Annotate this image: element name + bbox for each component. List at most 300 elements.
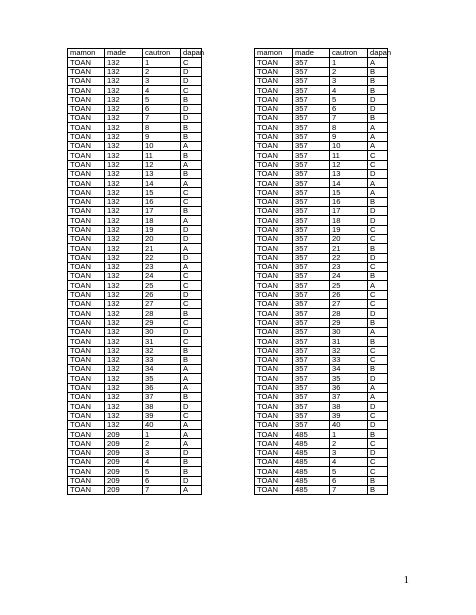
cautron-cell: 16: [143, 197, 181, 206]
dapan-cell: C: [181, 300, 202, 309]
table-row: [255, 476, 388, 485]
made-cell: 209: [105, 476, 143, 485]
mamon-cell: TOAN: [255, 290, 293, 299]
cautron-cell: 5: [330, 95, 368, 104]
table-row: [68, 76, 202, 85]
cautron-cell: 3: [330, 76, 368, 85]
made-cell: 485: [293, 476, 330, 485]
dapan-cell: C: [368, 458, 388, 467]
cautron-cell: 17: [143, 207, 181, 216]
cautron-cell: 33: [330, 355, 368, 364]
made-cell: 132: [105, 114, 143, 123]
made-cell: 132: [105, 337, 143, 346]
made-cell: 132: [105, 411, 143, 420]
table-row: [68, 179, 202, 188]
made-cell: 132: [105, 225, 143, 234]
cautron-cell: 6: [330, 104, 368, 113]
mamon-cell: TOAN: [68, 420, 105, 429]
dapan-cell: B: [181, 207, 202, 216]
answer-table-left: [67, 48, 205, 495]
dapan-cell: D: [181, 290, 202, 299]
mamon-cell: TOAN: [68, 197, 105, 206]
cautron-cell: 25: [143, 281, 181, 290]
header-cell-made: made: [105, 49, 143, 58]
made-cell: 357: [293, 132, 330, 141]
mamon-cell: TOAN: [255, 151, 293, 160]
table-row: [255, 485, 388, 494]
table-row: [255, 141, 388, 150]
mamon-cell: TOAN: [255, 244, 293, 253]
cautron-cell: 27: [330, 300, 368, 309]
dapan-cell: D: [181, 476, 202, 485]
cautron-cell: 4: [143, 86, 181, 95]
made-cell: 357: [293, 309, 330, 318]
table-row: [68, 309, 202, 318]
table-row: [68, 476, 202, 485]
cautron-cell: 34: [143, 365, 181, 374]
dapan-cell: C: [368, 262, 388, 271]
table-row: [68, 86, 202, 95]
table-row: [255, 337, 388, 346]
made-cell: 209: [105, 467, 143, 476]
cautron-cell: 38: [143, 402, 181, 411]
table-row: [68, 141, 202, 150]
cautron-cell: 6: [143, 476, 181, 485]
dapan-cell: D: [181, 76, 202, 85]
table-row: [68, 374, 202, 383]
made-cell: 357: [293, 327, 330, 336]
mamon-cell: TOAN: [68, 244, 105, 253]
mamon-cell: TOAN: [255, 207, 293, 216]
mamon-cell: TOAN: [68, 439, 105, 448]
mamon-cell: TOAN: [255, 467, 293, 476]
made-cell: 357: [293, 411, 330, 420]
cautron-cell: 32: [330, 346, 368, 355]
cautron-cell: 29: [143, 318, 181, 327]
mamon-cell: TOAN: [255, 86, 293, 95]
mamon-cell: TOAN: [255, 309, 293, 318]
cautron-cell: 28: [143, 309, 181, 318]
cautron-cell: 6: [330, 476, 368, 485]
mamon-cell: TOAN: [255, 318, 293, 327]
mamon-cell: TOAN: [68, 272, 105, 281]
made-cell: 357: [293, 337, 330, 346]
made-cell: 132: [105, 151, 143, 160]
mamon-cell: TOAN: [255, 67, 293, 76]
mamon-cell: TOAN: [255, 300, 293, 309]
dapan-cell: B: [181, 458, 202, 467]
table-row: [255, 225, 388, 234]
table-row: [68, 225, 202, 234]
mamon-cell: TOAN: [255, 281, 293, 290]
dapan-cell: A: [368, 123, 388, 132]
mamon-cell: TOAN: [255, 272, 293, 281]
table-row: [255, 160, 388, 169]
dapan-cell: C: [181, 337, 202, 346]
dapan-cell: D: [181, 104, 202, 113]
table-row: [68, 402, 202, 411]
cautron-cell: 15: [143, 188, 181, 197]
cautron-cell: 36: [143, 383, 181, 392]
table-row: [255, 197, 388, 206]
made-cell: 132: [105, 309, 143, 318]
mamon-cell: TOAN: [255, 123, 293, 132]
dapan-cell: B: [181, 95, 202, 104]
table-row: [68, 430, 202, 439]
dapan-cell: D: [181, 114, 202, 123]
table-row: [68, 281, 202, 290]
mamon-cell: TOAN: [255, 337, 293, 346]
cautron-cell: 34: [330, 365, 368, 374]
made-cell: 132: [105, 281, 143, 290]
made-cell: 357: [293, 318, 330, 327]
cautron-cell: 9: [330, 132, 368, 141]
dapan-cell: D: [368, 253, 388, 262]
mamon-cell: TOAN: [255, 402, 293, 411]
dapan-cell: D: [181, 225, 202, 234]
mamon-cell: TOAN: [68, 448, 105, 457]
dapan-cell: C: [181, 318, 202, 327]
table-row: [68, 253, 202, 262]
table-row: [68, 216, 202, 225]
mamon-cell: TOAN: [255, 365, 293, 374]
made-cell: 357: [293, 383, 330, 392]
cautron-cell: 28: [330, 309, 368, 318]
cautron-cell: 2: [330, 439, 368, 448]
dapan-cell: A: [368, 58, 388, 67]
table-row: [68, 169, 202, 178]
made-cell: 357: [293, 104, 330, 113]
made-cell: 209: [105, 485, 143, 494]
header-row: [255, 49, 388, 58]
dapan-cell: B: [181, 309, 202, 318]
header-cell-mamon: mamon: [68, 49, 105, 58]
made-cell: 357: [293, 244, 330, 253]
table-row: [68, 485, 202, 494]
cautron-cell: 2: [330, 67, 368, 76]
mamon-cell: TOAN: [68, 383, 105, 392]
cautron-cell: 5: [143, 95, 181, 104]
made-cell: 357: [293, 262, 330, 271]
mamon-cell: TOAN: [255, 95, 293, 104]
mamon-cell: TOAN: [255, 374, 293, 383]
dapan-cell: B: [368, 272, 388, 281]
made-cell: 357: [293, 188, 330, 197]
mamon-cell: TOAN: [68, 300, 105, 309]
mamon-cell: TOAN: [68, 95, 105, 104]
dapan-cell: B: [368, 485, 388, 494]
dapan-cell: D: [368, 402, 388, 411]
mamon-cell: TOAN: [255, 346, 293, 355]
table-row: [255, 216, 388, 225]
made-cell: 132: [105, 272, 143, 281]
made-cell: 132: [105, 374, 143, 383]
dapan-cell: B: [368, 244, 388, 253]
mamon-cell: TOAN: [68, 160, 105, 169]
table-row: [68, 160, 202, 169]
table-row: [255, 179, 388, 188]
dapan-cell: C: [368, 300, 388, 309]
made-cell: 132: [105, 86, 143, 95]
table-row: [255, 420, 388, 429]
cautron-cell: 10: [143, 141, 181, 150]
made-cell: 132: [105, 141, 143, 150]
cautron-cell: 36: [330, 383, 368, 392]
mamon-cell: TOAN: [68, 132, 105, 141]
header-cell-mamon: mamon: [255, 49, 293, 58]
mamon-cell: TOAN: [255, 430, 293, 439]
mamon-cell: TOAN: [255, 197, 293, 206]
cautron-cell: 2: [143, 439, 181, 448]
dapan-cell: A: [368, 392, 388, 401]
made-cell: 357: [293, 197, 330, 206]
dapan-cell: C: [181, 188, 202, 197]
cautron-cell: 12: [330, 160, 368, 169]
dapan-cell: A: [181, 160, 202, 169]
cautron-cell: 31: [330, 337, 368, 346]
made-cell: 357: [293, 234, 330, 243]
dapan-cell: A: [368, 179, 388, 188]
cautron-cell: 1: [330, 58, 368, 67]
table-row: [68, 188, 202, 197]
table-row: [255, 430, 388, 439]
dapan-cell: B: [181, 392, 202, 401]
table-row: [68, 365, 202, 374]
mamon-cell: TOAN: [255, 392, 293, 401]
cautron-cell: 10: [330, 141, 368, 150]
made-cell: 209: [105, 439, 143, 448]
mamon-cell: TOAN: [255, 262, 293, 271]
table-row: [68, 420, 202, 429]
made-cell: 485: [293, 458, 330, 467]
dapan-cell: A: [181, 262, 202, 271]
cautron-cell: 21: [330, 244, 368, 253]
dapan-cell: A: [368, 383, 388, 392]
made-cell: 132: [105, 207, 143, 216]
made-cell: 357: [293, 67, 330, 76]
mamon-cell: TOAN: [68, 86, 105, 95]
mamon-cell: TOAN: [68, 290, 105, 299]
table-row: [255, 309, 388, 318]
cautron-cell: 6: [143, 104, 181, 113]
made-cell: 209: [105, 458, 143, 467]
mamon-cell: TOAN: [68, 485, 105, 494]
cautron-cell: 11: [143, 151, 181, 160]
dapan-cell: B: [368, 365, 388, 374]
dapan-cell: D: [181, 234, 202, 243]
mamon-cell: TOAN: [255, 169, 293, 178]
made-cell: 132: [105, 216, 143, 225]
table-row: [68, 272, 202, 281]
made-cell: 132: [105, 300, 143, 309]
made-cell: 132: [105, 95, 143, 104]
page-number: 1: [403, 574, 409, 586]
mamon-cell: TOAN: [255, 132, 293, 141]
dapan-cell: D: [368, 420, 388, 429]
made-cell: 357: [293, 272, 330, 281]
cautron-cell: 27: [143, 300, 181, 309]
table-row: [255, 448, 388, 457]
mamon-cell: TOAN: [68, 327, 105, 336]
table-row: [255, 169, 388, 178]
header-cell-cautron: cautron: [330, 49, 368, 58]
made-cell: 132: [105, 169, 143, 178]
dapan-cell: D: [181, 327, 202, 336]
dapan-cell: C: [368, 355, 388, 364]
mamon-cell: TOAN: [255, 234, 293, 243]
made-cell: 132: [105, 123, 143, 132]
answer-table-right: [254, 48, 392, 495]
dapan-cell: C: [181, 281, 202, 290]
made-cell: 357: [293, 179, 330, 188]
cautron-cell: 7: [330, 485, 368, 494]
made-cell: 132: [105, 67, 143, 76]
dapan-cell: A: [181, 141, 202, 150]
made-cell: 132: [105, 420, 143, 429]
made-cell: 132: [105, 244, 143, 253]
made-cell: 132: [105, 160, 143, 169]
made-cell: 357: [293, 253, 330, 262]
mamon-cell: TOAN: [68, 458, 105, 467]
mamon-cell: TOAN: [255, 188, 293, 197]
mamon-cell: TOAN: [68, 169, 105, 178]
dapan-cell: A: [368, 132, 388, 141]
made-cell: 209: [105, 448, 143, 457]
made-cell: 132: [105, 76, 143, 85]
cautron-cell: 25: [330, 281, 368, 290]
dapan-cell: B: [368, 318, 388, 327]
cautron-cell: 14: [143, 179, 181, 188]
mamon-cell: TOAN: [68, 179, 105, 188]
cautron-cell: 1: [143, 430, 181, 439]
cautron-cell: 12: [143, 160, 181, 169]
cautron-cell: 37: [143, 392, 181, 401]
mamon-cell: TOAN: [68, 365, 105, 374]
dapan-cell: D: [181, 448, 202, 457]
mamon-cell: TOAN: [255, 216, 293, 225]
table-row: [255, 402, 388, 411]
table-row: [255, 132, 388, 141]
made-cell: 357: [293, 207, 330, 216]
mamon-cell: TOAN: [255, 327, 293, 336]
mamon-cell: TOAN: [68, 216, 105, 225]
dapan-cell: B: [368, 430, 388, 439]
mamon-cell: TOAN: [68, 281, 105, 290]
mamon-cell: TOAN: [68, 411, 105, 420]
table-row: [255, 95, 388, 104]
cautron-cell: 18: [143, 216, 181, 225]
mamon-cell: TOAN: [68, 123, 105, 132]
table-row: [255, 188, 388, 197]
made-cell: 485: [293, 439, 330, 448]
table-row: [255, 207, 388, 216]
made-cell: 357: [293, 169, 330, 178]
cautron-cell: 3: [330, 448, 368, 457]
dapan-cell: B: [181, 355, 202, 364]
dapan-cell: A: [181, 216, 202, 225]
table-row: [255, 318, 388, 327]
made-cell: 132: [105, 58, 143, 67]
dapan-cell: B: [368, 67, 388, 76]
made-cell: 357: [293, 420, 330, 429]
cautron-cell: 19: [330, 225, 368, 234]
mamon-cell: TOAN: [255, 160, 293, 169]
made-cell: 209: [105, 430, 143, 439]
table-row: [68, 346, 202, 355]
table-row: [68, 448, 202, 457]
dapan-cell: A: [181, 430, 202, 439]
made-cell: 357: [293, 216, 330, 225]
cautron-cell: 11: [330, 151, 368, 160]
mamon-cell: TOAN: [255, 104, 293, 113]
cautron-cell: 8: [143, 123, 181, 132]
mamon-cell: TOAN: [255, 458, 293, 467]
table-row: [68, 262, 202, 271]
made-cell: 357: [293, 225, 330, 234]
made-cell: 132: [105, 253, 143, 262]
dapan-cell: C: [368, 346, 388, 355]
mamon-cell: TOAN: [68, 318, 105, 327]
dapan-cell: A: [181, 374, 202, 383]
made-cell: 485: [293, 448, 330, 457]
dapan-cell: B: [368, 337, 388, 346]
cautron-cell: 37: [330, 392, 368, 401]
cautron-cell: 13: [143, 169, 181, 178]
dapan-cell: D: [368, 95, 388, 104]
dapan-cell: C: [368, 290, 388, 299]
made-cell: 357: [293, 114, 330, 123]
mamon-cell: TOAN: [68, 309, 105, 318]
dapan-cell: B: [181, 123, 202, 132]
dapan-cell: C: [368, 151, 388, 160]
table-row: [68, 114, 202, 123]
mamon-cell: TOAN: [68, 355, 105, 364]
mamon-cell: TOAN: [68, 337, 105, 346]
cautron-cell: 40: [330, 420, 368, 429]
dapan-cell: D: [181, 402, 202, 411]
cautron-cell: 18: [330, 216, 368, 225]
table-row: [255, 76, 388, 85]
cautron-cell: 39: [143, 411, 181, 420]
dapan-cell: B: [181, 151, 202, 160]
cautron-cell: 7: [143, 114, 181, 123]
mamon-cell: TOAN: [68, 262, 105, 271]
cautron-cell: 7: [143, 485, 181, 494]
made-cell: 357: [293, 123, 330, 132]
cautron-cell: 1: [330, 430, 368, 439]
cautron-cell: 4: [143, 458, 181, 467]
mamon-cell: TOAN: [68, 114, 105, 123]
dapan-cell: C: [181, 58, 202, 67]
header-row: [68, 49, 202, 58]
table-row: [255, 374, 388, 383]
dapan-cell: A: [181, 365, 202, 374]
table-row: [255, 300, 388, 309]
made-cell: 357: [293, 355, 330, 364]
header-cell-made: made: [293, 49, 330, 58]
made-cell: 485: [293, 430, 330, 439]
table-row: [68, 318, 202, 327]
header-cell-cautron: cautron: [143, 49, 181, 58]
table-row: [255, 467, 388, 476]
table-row: [68, 467, 202, 476]
mamon-cell: TOAN: [68, 104, 105, 113]
cautron-cell: 20: [330, 234, 368, 243]
cautron-cell: 29: [330, 318, 368, 327]
table-row: [255, 67, 388, 76]
made-cell: 132: [105, 383, 143, 392]
table-row: [68, 383, 202, 392]
